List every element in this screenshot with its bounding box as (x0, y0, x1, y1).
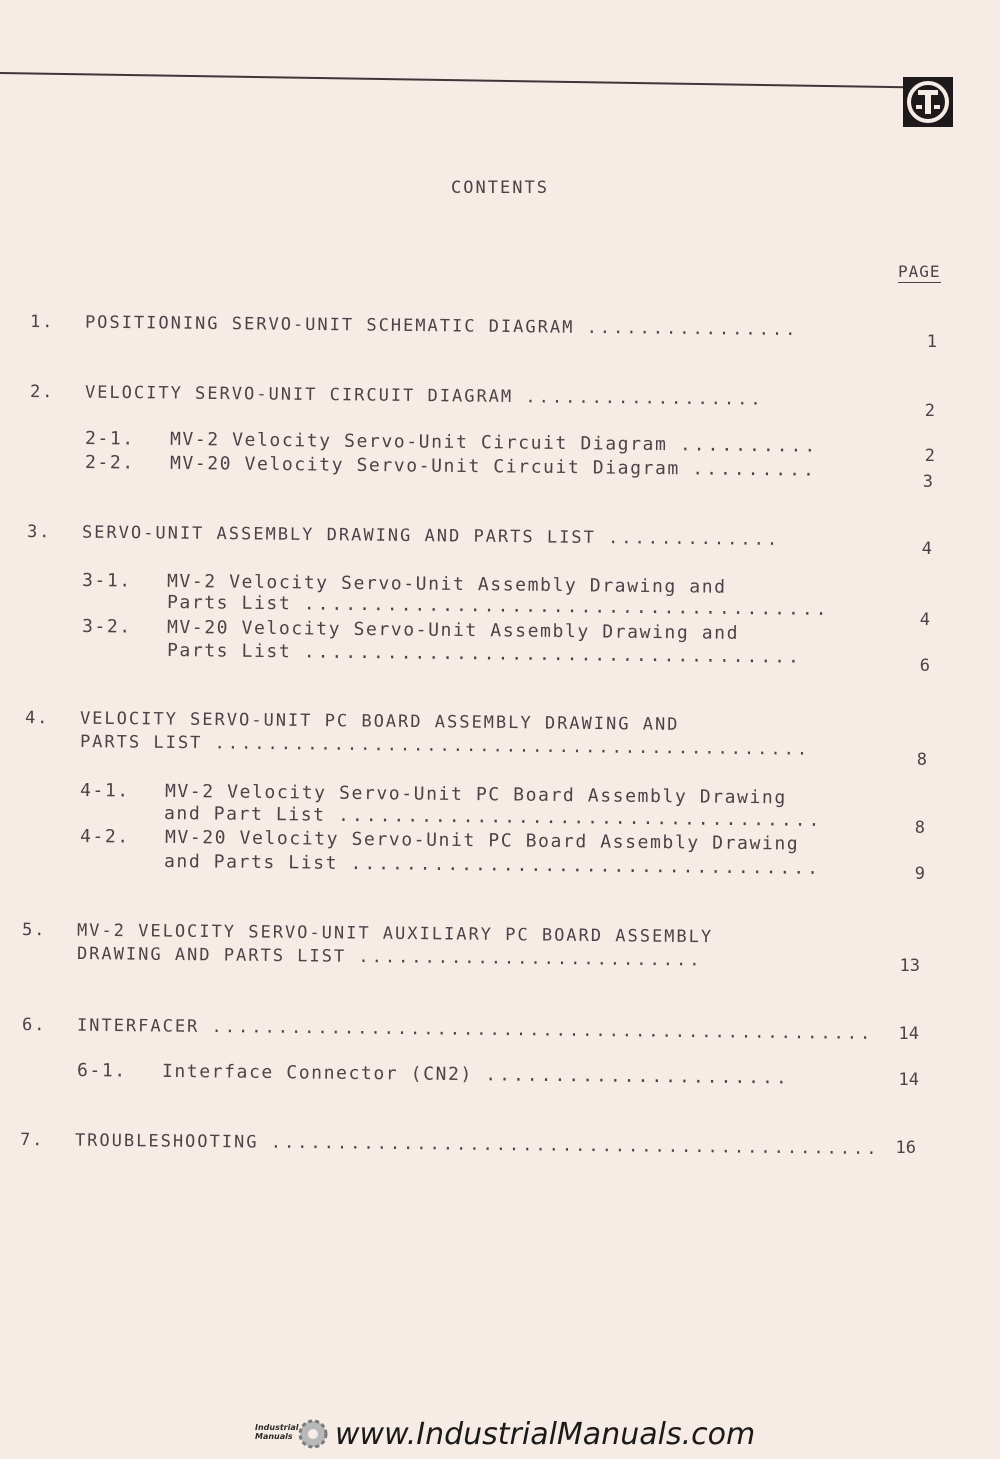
toc-page-4: 8 (916, 750, 927, 770)
footer (255, 1413, 755, 1455)
toc-page-3-2: 6 (919, 656, 930, 676)
toc-entry-4[interactable]: 4. VELOCITY SERVO-UNIT PC BOARD ASSEMBLY DRAWING AND (24, 708, 680, 735)
toc-entry-4-2[interactable]: 4-2. MV-20 Velocity Servo-Unit PC Board Assembly Drawing (79, 826, 800, 855)
website-url-link[interactable]: www.IndustrialManuals.com (335, 1416, 756, 1452)
toc-page-5: 13 (899, 956, 920, 976)
toc-entry-3-1[interactable]: 3-1. MV-2 Velocity Servo-Unit Assembly Drawing and (81, 570, 727, 598)
toc-entry-4-1[interactable]: 4-1. MV-2 Velocity Servo-Unit PC Board Assembly Drawing (79, 780, 787, 809)
logo-text-line-1: Industrial (255, 1423, 299, 1432)
toc-entry-6-1[interactable]: 6-1. Interface Connector (CN2) ...................... (76, 1060, 790, 1089)
toc-page-2-2: 3 (922, 472, 933, 492)
toc-entry-5[interactable]: 5. MV-2 VELOCITY SERVO-UNIT AUXILIARY PC BOARD ASSEMBLY (21, 920, 714, 948)
toc-entry-7[interactable]: 7. TROUBLESHOOTING .............................................. (19, 1130, 880, 1160)
toc-entry-3-1-cont[interactable]: Parts List ...................................... (166, 592, 830, 620)
toc-page-2-1: 2 (924, 446, 935, 466)
toc-page-2: 2 (924, 401, 935, 421)
toc-page-6-1: 14 (898, 1070, 919, 1090)
industrial-manuals-logo (255, 1413, 331, 1455)
toc-page-6: 14 (898, 1024, 919, 1044)
logo-text-line-2: Manuals (255, 1432, 293, 1441)
toc-entry-3-2-cont[interactable]: Parts List .................................... (166, 640, 803, 668)
toc-entry-1[interactable]: 1. POSITIONING SERVO-UNIT SCHEMATIC DIAGRAM ................ (29, 312, 799, 341)
toc-page-7: 16 (895, 1138, 916, 1158)
toc-entry-3-2[interactable]: 3-2. MV-20 Velocity Servo-Unit Assembly Drawing and (81, 616, 740, 644)
toc-entry-2-2[interactable]: 2-2. MV-20 Velocity Servo-Unit Circuit Diagram ......... (84, 452, 817, 481)
toc-page-1: 1 (926, 332, 937, 352)
toc-entry-2[interactable]: 2. VELOCITY SERVO-UNIT CIRCUIT DIAGRAM .................. (29, 382, 764, 410)
toc-entry-6[interactable]: 6. INTERFACER .................................................. (21, 1015, 874, 1044)
toc-page-4-2: 9 (914, 864, 925, 884)
toc-entry-4-1-cont[interactable]: and Part List ................................... (163, 803, 823, 831)
toc-entry-3[interactable]: 3. SERVO-UNIT ASSEMBLY DRAWING AND PARTS LIST ............. (26, 522, 781, 550)
toc-entry-5-cont[interactable]: DRAWING AND PARTS LIST .......................... (76, 944, 703, 971)
toc-entry-4-2-cont[interactable]: and Parts List .................................. (163, 851, 822, 879)
page-title: CONTENTS (451, 178, 549, 198)
toc-page-3-1: 4 (919, 610, 930, 630)
page-column-header: PAGE (898, 262, 941, 281)
toc-entry-4-cont[interactable]: PARTS LIST ............................................. (79, 732, 811, 760)
toc-page-3: 4 (921, 539, 932, 559)
toc-page-4-1: 8 (914, 818, 925, 838)
toc-entry-2-1[interactable]: 2-1. MV-2 Velocity Servo-Unit Circuit Diagram .......... (84, 428, 819, 457)
